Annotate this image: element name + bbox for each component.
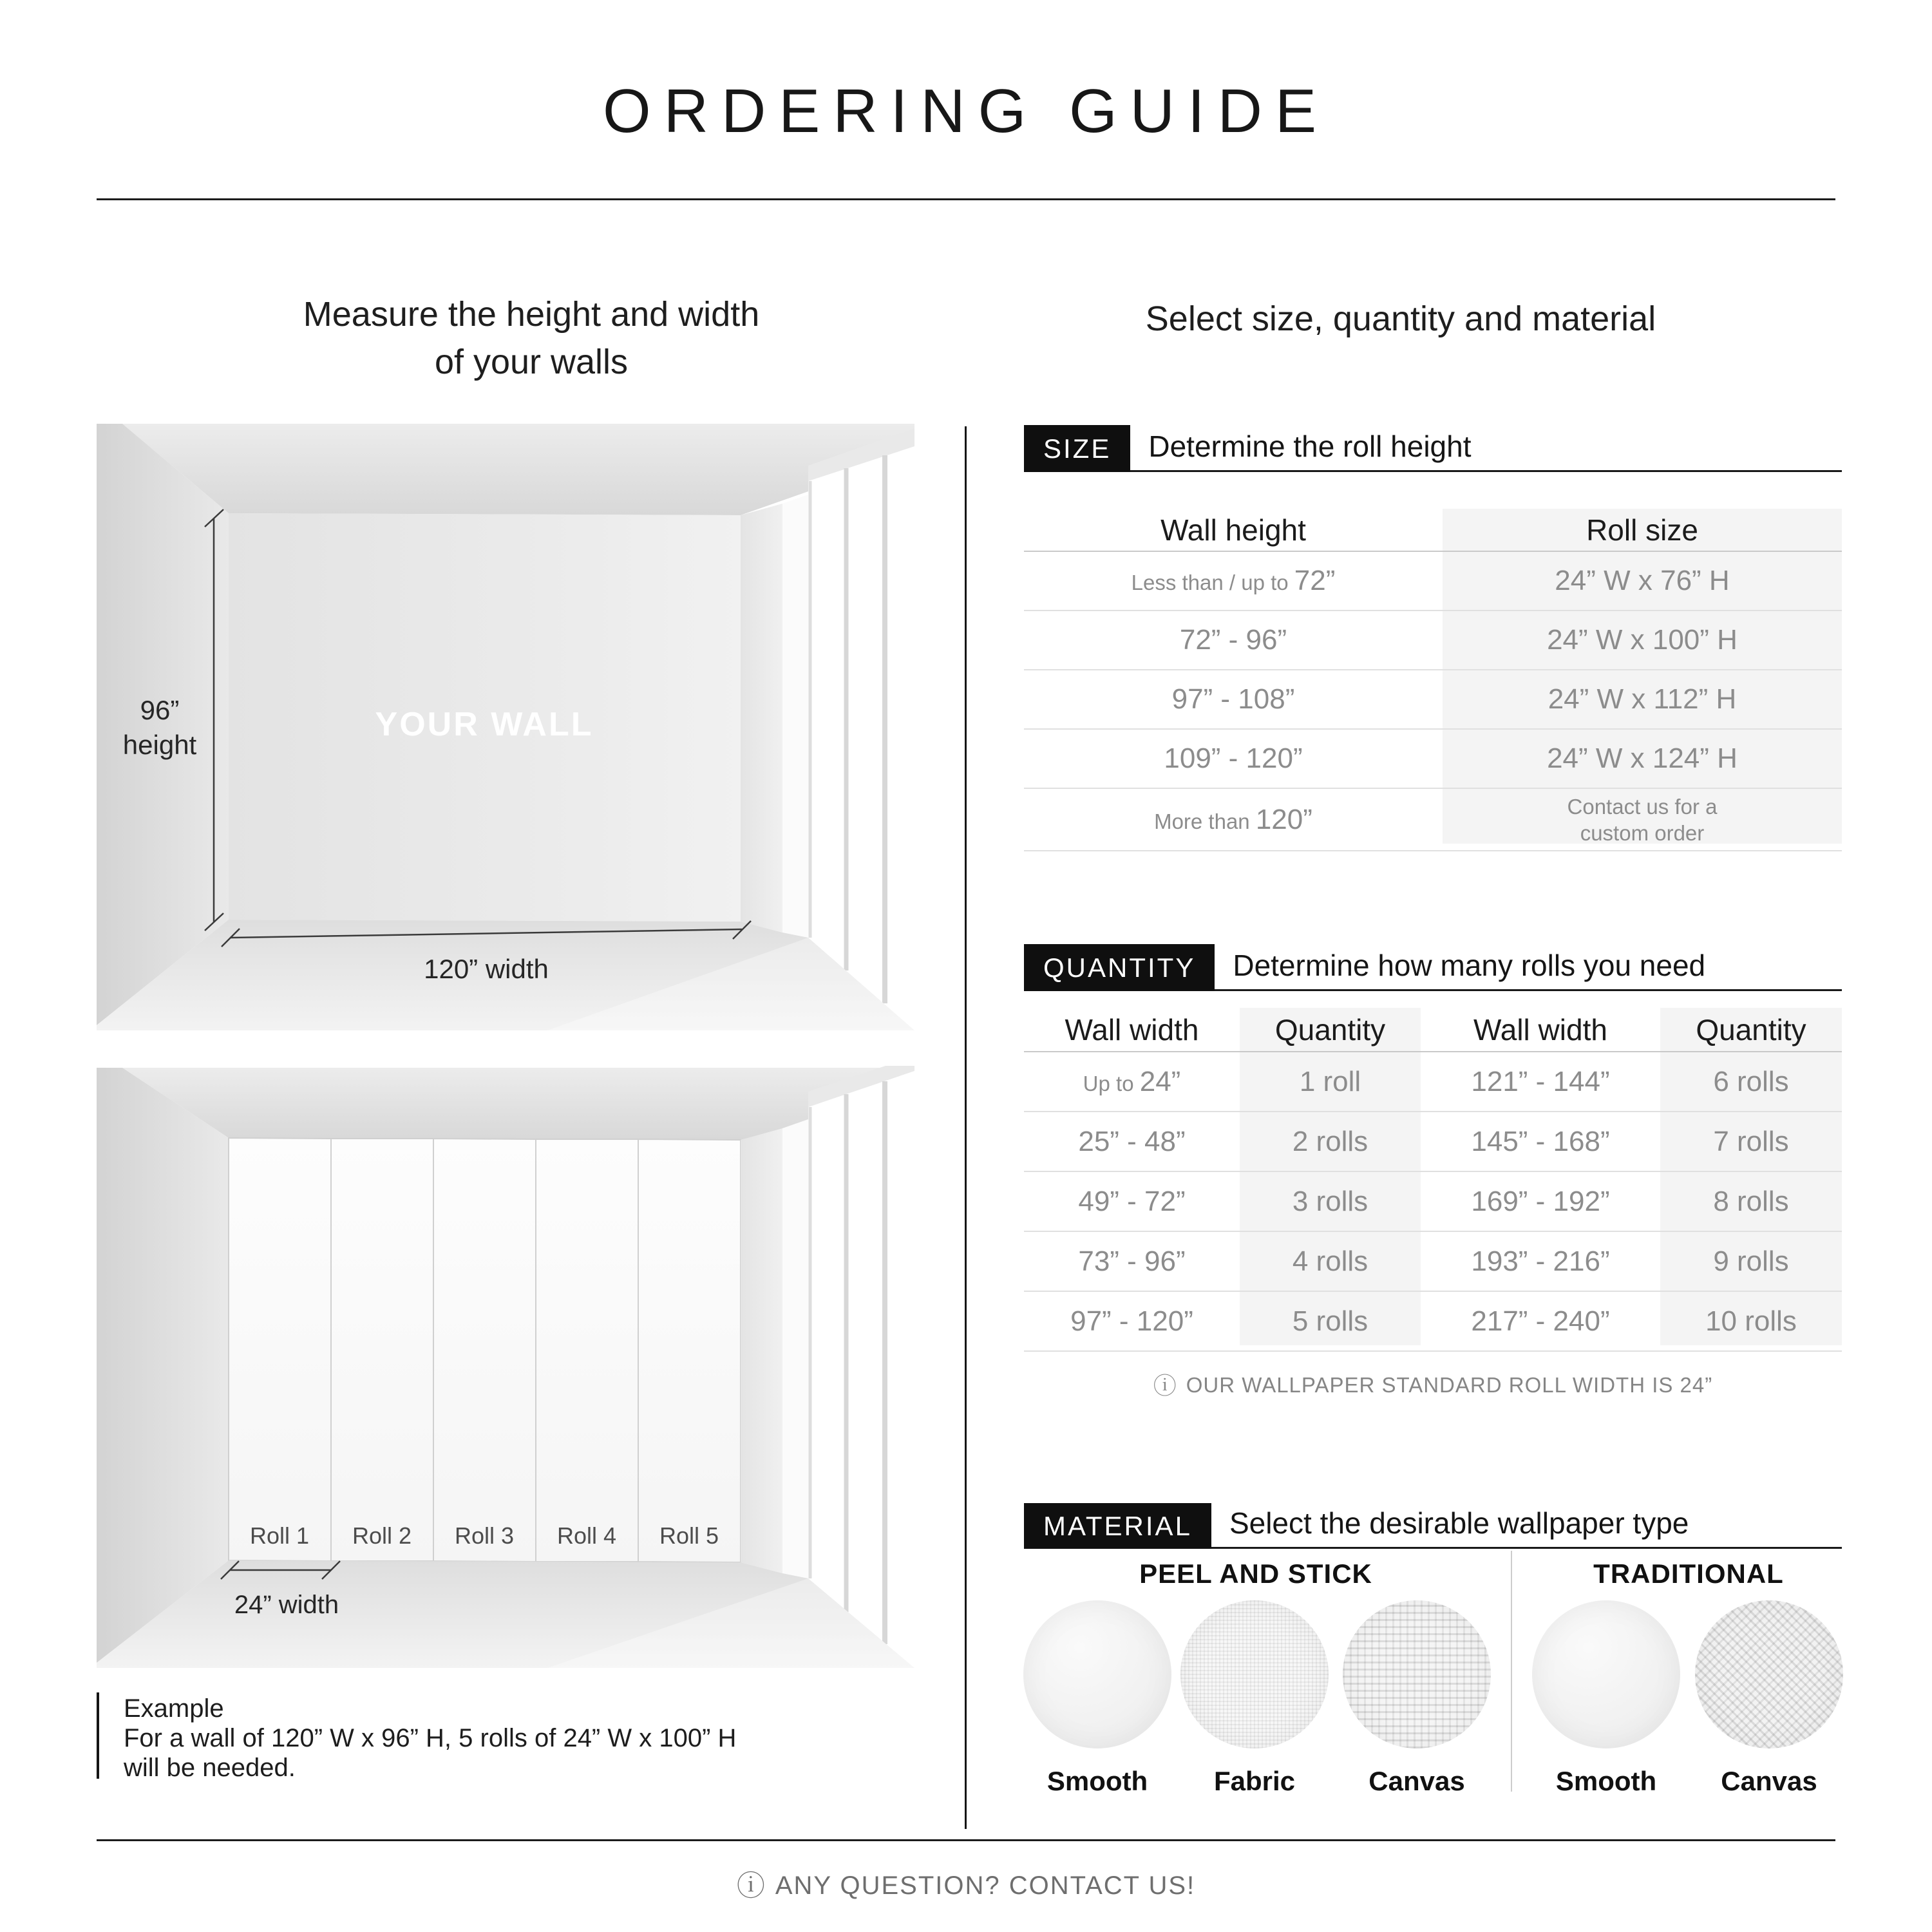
- quantity-value: 7 rolls: [1713, 1125, 1789, 1157]
- left-heading-line2: of your walls: [434, 343, 629, 381]
- roll-panel: [536, 1139, 638, 1562]
- material-section-head: [1024, 1503, 1842, 1549]
- wall-height-value: 120”: [1255, 803, 1312, 835]
- wall-width-value: 145” - 168”: [1471, 1125, 1610, 1157]
- height-word: height: [122, 730, 197, 760]
- wall-width-value: 193” - 216”: [1471, 1245, 1610, 1277]
- height-dimension-label: [123, 693, 196, 762]
- roll-panel: [433, 1139, 536, 1562]
- wall-width-value: 121” - 144”: [1471, 1065, 1610, 1097]
- swatch-peel-smooth: [1023, 1600, 1171, 1748]
- quantity-value: 6 rolls: [1713, 1065, 1789, 1097]
- wall-width-header: Wall width: [1473, 1012, 1607, 1046]
- wall-height-value: 72”: [1294, 565, 1336, 596]
- wall-width-value: 49” - 72”: [1078, 1185, 1186, 1217]
- quantity-section-head: [1024, 944, 1842, 991]
- peel-and-stick-heading: PEEL AND STICK: [1139, 1558, 1372, 1589]
- wall-width-value: 24”: [1139, 1065, 1181, 1097]
- note-text: OUR WALLPAPER STANDARD ROLL WIDTH IS 24”: [1186, 1373, 1713, 1397]
- window-jamb: [782, 1119, 808, 1578]
- swatch-label: Canvas: [1721, 1766, 1817, 1796]
- wall-width-value: 73” - 96”: [1078, 1245, 1186, 1277]
- quantity-value: 5 rolls: [1292, 1305, 1368, 1337]
- quantity-value: 1 roll: [1299, 1065, 1361, 1097]
- roll-panel: [638, 1139, 741, 1562]
- size-table-row: [1024, 670, 1842, 730]
- quantity-value: 3 rolls: [1292, 1185, 1368, 1217]
- wall-width-value: 217” - 240”: [1471, 1305, 1610, 1337]
- your-wall-label: YOUR WALL: [375, 706, 594, 743]
- footer-contact: [737, 1862, 1195, 1904]
- quantity-badge: QUANTITY: [1024, 944, 1215, 991]
- right-column-heading: Select size, quantity and material: [1145, 299, 1656, 338]
- quantity-section-title: Determine how many rolls you need: [1233, 949, 1706, 982]
- page-title: ORDERING GUIDE: [602, 77, 1330, 146]
- wall-height-value: 97” - 108”: [1171, 683, 1295, 715]
- size-table-header-row: [1024, 509, 1842, 552]
- material-group-divider: [1511, 1551, 1512, 1792]
- wall-height-prefix: Less than / up to: [1131, 571, 1294, 594]
- wall-height-header: Wall height: [1160, 513, 1306, 547]
- example-accent-bar: [97, 1692, 99, 1779]
- size-table-row: [1024, 730, 1842, 789]
- size-badge: SIZE: [1024, 425, 1130, 472]
- quantity-table-row: [1024, 1172, 1842, 1232]
- quantity-value: 8 rolls: [1713, 1185, 1789, 1217]
- swatch-traditional-canvas: [1695, 1600, 1843, 1748]
- swatch-traditional-smooth: [1532, 1600, 1680, 1748]
- roll-width-note: [1024, 1368, 1842, 1401]
- material-section-title: Select the desirable wallpaper type: [1229, 1506, 1689, 1540]
- roll-panel: [229, 1138, 331, 1561]
- size-table-row: [1024, 789, 1842, 851]
- roll-panel: [331, 1139, 433, 1561]
- window-jamb: [782, 495, 808, 938]
- quantity-table-row: [1024, 1052, 1842, 1112]
- left-wall: [97, 1068, 229, 1663]
- height-value: 96”: [140, 695, 180, 725]
- column-divider: [965, 426, 967, 1829]
- wall-height-prefix: More than: [1154, 809, 1256, 833]
- example-title: Example: [124, 1694, 224, 1723]
- quantity-table-row: [1024, 1232, 1842, 1292]
- info-icon: ⓘ: [1153, 1372, 1177, 1399]
- wall-height-value: 109” - 120”: [1164, 743, 1303, 774]
- wall-width-value: 97” - 120”: [1070, 1305, 1193, 1337]
- roll-size-header: Roll size: [1586, 513, 1698, 547]
- room-illustration-rolls: [97, 1066, 914, 1668]
- roll-3-label: Roll 3: [454, 1522, 515, 1549]
- quantity-value: 2 rolls: [1292, 1125, 1368, 1157]
- material-badge: MATERIAL: [1024, 1503, 1211, 1549]
- wall-width-prefix: Up to: [1083, 1071, 1140, 1095]
- roll-size-value: 24” W x 124” H: [1547, 743, 1738, 774]
- swatch-peel-fabric: [1180, 1600, 1329, 1748]
- quantity-table-row: [1024, 1292, 1842, 1352]
- quantity-table: [1024, 1008, 1842, 1352]
- size-table-row: [1024, 611, 1842, 670]
- left-column-heading: [97, 290, 966, 386]
- roll-1-label: Roll 1: [249, 1522, 310, 1549]
- wall-width-value: 169” - 192”: [1471, 1185, 1610, 1217]
- swatch-label: Fabric: [1213, 1766, 1296, 1796]
- quantity-header: Quantity: [1274, 1012, 1386, 1046]
- custom-order-line1: Contact us for a: [1567, 794, 1718, 819]
- custom-order-line2: custom order: [1580, 820, 1705, 845]
- right-wall-strip: [741, 1128, 782, 1573]
- swatch-label: Smooth: [1555, 1766, 1657, 1796]
- roll-2-label: Roll 2: [352, 1522, 412, 1549]
- footer-text: ANY QUESTION? CONTACT US!: [775, 1871, 1196, 1900]
- size-table: [1024, 509, 1842, 851]
- roll-size-value: 24” W x 76” H: [1555, 565, 1730, 596]
- example-line2: will be needed.: [124, 1754, 296, 1782]
- quantity-header: Quantity: [1696, 1012, 1806, 1046]
- quantity-value: 10 rolls: [1705, 1305, 1797, 1337]
- example-line1: For a wall of 120” W x 96” H, 5 rolls of 24” W x 100” H: [124, 1724, 737, 1752]
- swatch-peel-canvas: [1343, 1600, 1491, 1748]
- footer-divider: [97, 1839, 1835, 1841]
- wallpaper-panels: [229, 1138, 741, 1562]
- left-heading-line1: Measure the height and width: [303, 295, 760, 334]
- size-section-title: Determine the roll height: [1148, 430, 1472, 463]
- right-wall-strip: [741, 504, 782, 933]
- swatch-label: Smooth: [1046, 1766, 1148, 1796]
- roll-4-label: Roll 4: [556, 1522, 617, 1549]
- size-table-row: [1024, 552, 1842, 611]
- swatch-label: Canvas: [1368, 1766, 1465, 1796]
- width-dimension-label: 120” width: [424, 954, 549, 984]
- example-block: [124, 1694, 961, 1783]
- info-icon: ⓘ: [736, 1870, 766, 1902]
- window-glazing: [808, 446, 914, 1030]
- quantity-table-header-row: [1024, 1008, 1842, 1052]
- quantity-table-row: [1024, 1112, 1842, 1172]
- size-section-head: [1024, 425, 1842, 472]
- roll-5-label: Roll 5: [659, 1522, 719, 1549]
- wall-width-value: 25” - 48”: [1078, 1125, 1186, 1157]
- wall-width-header: Wall width: [1065, 1012, 1199, 1046]
- title-divider: [97, 198, 1835, 200]
- wall-height-value: 72” - 96”: [1179, 624, 1287, 656]
- window-glazing: [808, 1071, 914, 1668]
- roll-size-value: 24” W x 112” H: [1548, 683, 1737, 715]
- roll-width-dimension-label: 24” width: [234, 1591, 339, 1619]
- roll-size-value: 24” W x 100” H: [1547, 624, 1738, 656]
- traditional-heading: TRADITIONAL: [1593, 1558, 1784, 1589]
- quantity-value: 4 rolls: [1292, 1245, 1368, 1277]
- quantity-value: 9 rolls: [1713, 1245, 1789, 1277]
